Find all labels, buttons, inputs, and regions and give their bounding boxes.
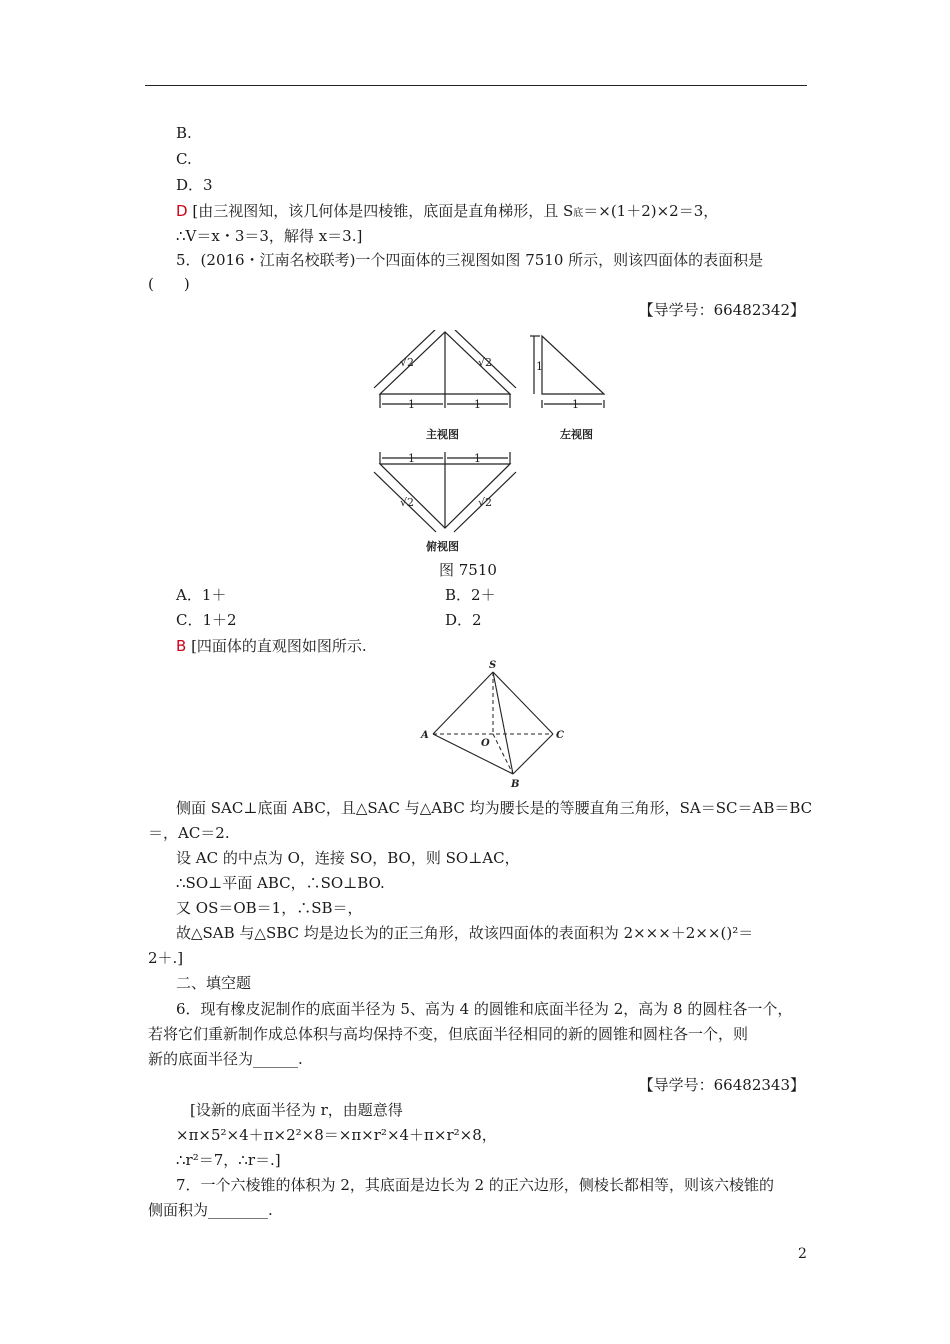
solution-q5-p3: 设 AC 的中点为 O，连接 SO，BO，则 SO⊥AC， bbox=[176, 849, 520, 867]
left-view-triangle bbox=[542, 336, 604, 394]
figure-caption: 图 7510 bbox=[439, 561, 497, 579]
solution-q5-p4: ∴SO⊥平面 ABC，∴SO⊥BO. bbox=[176, 874, 385, 892]
answer-q4: D bbox=[176, 202, 188, 220]
solution-q5-p2: ＝，AC＝2. bbox=[148, 824, 230, 842]
option-b-q4: B. bbox=[176, 124, 192, 142]
question-5-paren: ( ) bbox=[148, 275, 190, 293]
top-sqrt2-left: √2 bbox=[400, 496, 415, 509]
top-view-label: 俯视图 bbox=[426, 540, 459, 553]
vertex-c: C bbox=[556, 730, 564, 741]
page-number: 2 bbox=[798, 1246, 807, 1262]
front-dim-right: 1 bbox=[474, 398, 481, 411]
question-7-line1: 7．一个六棱锥的体积为 2，其底面是边长为 2 的正六边形，侧棱长都相等，则该六棱锥的 bbox=[176, 1176, 774, 1194]
answer-q5: B bbox=[176, 637, 187, 655]
option-a-q5: A．1＋ bbox=[176, 586, 227, 604]
front-dim-left: 1 bbox=[408, 398, 415, 411]
top-sqrt2-right: √2 bbox=[478, 496, 493, 509]
solution-q5-p1: 侧面 SAC⊥底面 ABC，且△SAC 与△ABC 均为腰长是的等腰直角三角形，SA＝SC＝AB＝BC bbox=[176, 799, 813, 817]
solution-q6-line1: [设新的底面半径为 r，由题意得 bbox=[190, 1101, 403, 1119]
front-sqrt2-right: √2 bbox=[478, 356, 493, 369]
solution-q4-line1: D [由三视图知，该几何体是四棱锥，底面是直角梯形，且 S底＝×(1＋2)×2＝3， bbox=[176, 202, 719, 220]
option-c-q4: C. bbox=[176, 150, 192, 168]
left-dim-base: 1 bbox=[572, 398, 579, 411]
option-d-q5: D．2 bbox=[445, 611, 482, 629]
solution-q4-line2: ∴V＝x・3＝3，解得 x＝3.] bbox=[176, 227, 363, 245]
solution-q5-line1: B [四面体的直观图如图所示. bbox=[176, 637, 367, 655]
vertex-b: B bbox=[511, 779, 520, 790]
solution-q6-line2: ×π×5²×4＋π×2²×8＝×π×r²×4＋π×r²×8， bbox=[176, 1126, 497, 1144]
vertex-a: A bbox=[421, 730, 429, 741]
solution-q5-p6: 故△SAB 与△SBC 均是边长为的正三角形，故该四面体的表面积为 2×××＋2××()²＝ bbox=[176, 924, 754, 942]
solution-q5-p5: 又 OS＝OB＝1，∴SB＝， bbox=[176, 899, 363, 917]
top-dim-right: 1 bbox=[474, 452, 481, 465]
three-view-figure bbox=[370, 330, 620, 560]
question-6-line1: 6．现有橡皮泥制作的底面半径为 5、高为 4 的圆锥和底面半径为 2，高为 8 的圆柱各一个， bbox=[176, 1000, 793, 1018]
left-dim-height: 1 bbox=[536, 360, 543, 373]
front-view-label: 主视图 bbox=[426, 428, 459, 441]
vertex-s: S bbox=[489, 660, 497, 671]
solution-q6-line3: ∴r²＝7，∴r＝.] bbox=[176, 1151, 281, 1169]
vertex-o: O bbox=[481, 738, 490, 749]
tetrahedron-figure bbox=[415, 658, 575, 793]
top-dim-left: 1 bbox=[408, 452, 415, 465]
question-7-line2: 侧面积为________. bbox=[148, 1201, 273, 1219]
header-rule bbox=[145, 85, 807, 86]
question-5: 5．(2016・江南名校联考)一个四面体的三视图如图 7510 所示，则该四面体的表面积是 bbox=[176, 251, 764, 269]
option-c-q5: C．1＋2 bbox=[176, 611, 237, 629]
option-d-q4: D．3 bbox=[176, 176, 213, 194]
left-view-label: 左视图 bbox=[560, 428, 593, 441]
guide-number-2: 【导学号：66482343】 bbox=[638, 1076, 805, 1094]
front-sqrt2-left: √2 bbox=[400, 356, 415, 369]
section-fill-in: 二、填空题 bbox=[176, 974, 252, 992]
question-6-line3: 新的底面半径为______. bbox=[148, 1050, 303, 1068]
solution-q5-p7: 2＋.] bbox=[148, 949, 184, 967]
option-b-q5: B．2＋ bbox=[445, 586, 496, 604]
guide-number-1: 【导学号：66482342】 bbox=[638, 301, 805, 319]
question-6-line2: 若将它们重新制作成总体积与高均保持不变，但底面半径相同的新的圆锥和圆柱各一个，则 bbox=[148, 1025, 749, 1043]
